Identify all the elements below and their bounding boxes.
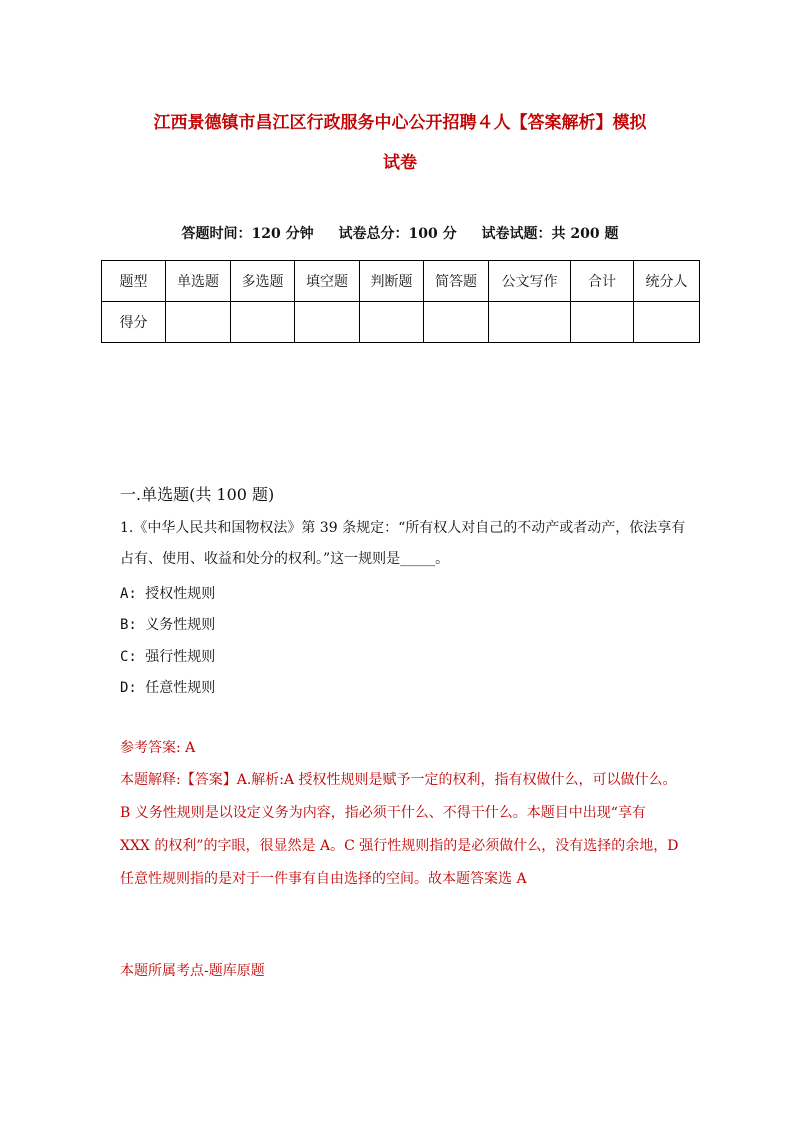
option-b: B: 义务性规则 (120, 617, 216, 633)
score-table-header: 简答题 (424, 261, 489, 302)
question-text: 1.《中华人民共和国物权法》第 39 条规定：“所有权人对自己的不动产或者动产，依法享有占有、使用、收益和处分的权利。”这一规则是_____。 (120, 520, 686, 567)
answer-explanation: 本题解释:【答案】A.解析:A 授权性规则是赋予一定的权利，指有权做什么，可以做什么。B 义务性规则是以设定义务为内容，指必须干什么、不得干什么。本题目中出现“享有 XXX 的权利”的字眼，很显然是 A。C 强行性规则指的是必须做什么，没有选择的余地，D 任意性规则指的是对于一件事有自由选择的空间。故本题答案选 A (120, 772, 679, 887)
score-cell (295, 302, 360, 343)
exam-total-score: 试卷总分：100 分 (338, 226, 457, 242)
score-cell (489, 302, 571, 343)
score-table-header: 判断题 (360, 261, 424, 302)
exam-meta (0, 223, 800, 243)
score-cell (571, 302, 634, 343)
exam-time: 答题时间：120 分钟 (181, 226, 314, 242)
reference-answer: 参考答案: A (120, 740, 196, 756)
score-cell (231, 302, 295, 343)
score-table-header: 单选题 (166, 261, 231, 302)
section-heading: 一.单选题(共 100 题) (120, 485, 275, 504)
score-table-header-row (102, 261, 700, 302)
score-table-score-row (102, 302, 700, 343)
score-table-header: 公文写作 (489, 261, 571, 302)
knowledge-point: 本题所属考点-题库原题 (120, 963, 265, 979)
option-c: C: 强行性规则 (120, 649, 216, 665)
document-title-line-1: 江西景德镇市昌江区行政服务中心公开招聘４人【答案解析】模拟 (153, 113, 647, 133)
score-cell (424, 302, 489, 343)
option-d: D: 任意性规则 (120, 680, 216, 696)
score-table-header: 填空题 (295, 261, 360, 302)
score-row-label: 得分 (102, 302, 166, 343)
exam-total-questions: 试卷试题：共 200 题 (481, 226, 619, 242)
score-table-header: 题型 (102, 261, 166, 302)
score-table-header: 统分人 (634, 261, 700, 302)
score-cell (360, 302, 424, 343)
score-table (101, 260, 700, 343)
document-title-line-2: 试卷 (383, 153, 417, 173)
score-table-header: 多选题 (231, 261, 295, 302)
score-table-header: 合计 (571, 261, 634, 302)
score-cell (634, 302, 700, 343)
score-cell (166, 302, 231, 343)
option-a: A: 授权性规则 (120, 586, 216, 602)
